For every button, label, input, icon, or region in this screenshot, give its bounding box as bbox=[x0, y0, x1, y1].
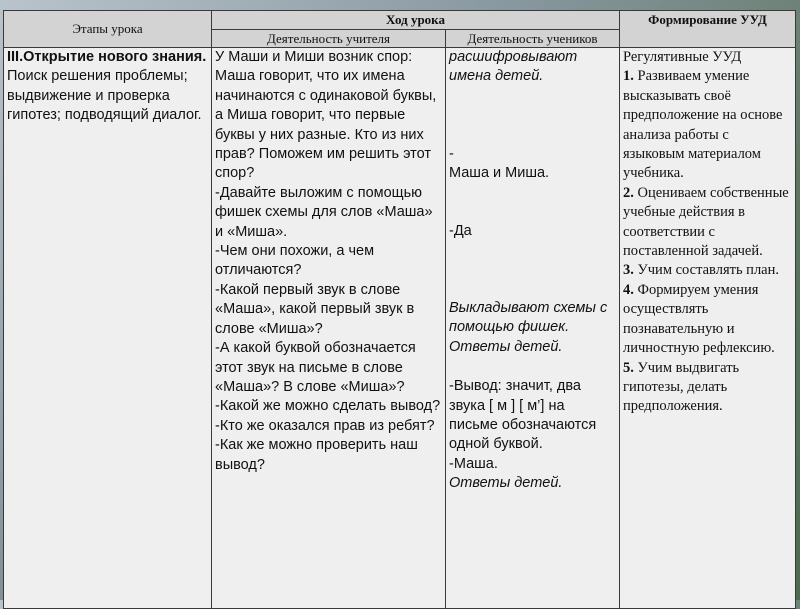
student-answer: -Да bbox=[449, 222, 472, 239]
header-teacher-activity: Деятельность учителя bbox=[212, 30, 446, 48]
uud-item bbox=[623, 184, 792, 262]
stage-heading bbox=[7, 49, 206, 65]
student-answer: Выкладывают схемы с помощью фишек. bbox=[449, 300, 608, 336]
uud-title: Регулятивные УУД bbox=[623, 49, 742, 65]
student-answer: расшифровывают имена детей. bbox=[449, 49, 578, 85]
stage-cell bbox=[4, 48, 212, 609]
students-cell bbox=[446, 48, 620, 609]
teacher-line: -Давайте выложим с помощью фишек схемы для слов «Маша» и «Миша». bbox=[215, 184, 433, 240]
uud-item-text: Учим составлять план. bbox=[633, 262, 780, 279]
uud-cell bbox=[620, 48, 796, 609]
uud-item-text: Формируем умения осуществлять познавательную и личностную рефлексию. bbox=[623, 281, 775, 357]
student-answer-dash: - bbox=[449, 145, 454, 162]
uud-item-number: 1. bbox=[623, 68, 634, 85]
uud-item-number: 2. bbox=[623, 184, 634, 201]
uud-item bbox=[623, 359, 792, 417]
uud-item bbox=[623, 261, 792, 280]
teacher-line: -Какой первый звук в слове «Маша», какой первый звук в слове «Миша»? bbox=[215, 281, 415, 337]
teacher-line: -Какой же можно сделать вывод? bbox=[215, 398, 441, 415]
student-answer: Маша и Миша. bbox=[449, 165, 550, 182]
uud-item bbox=[623, 281, 792, 359]
teacher-cell bbox=[212, 48, 446, 609]
lesson-table bbox=[3, 10, 796, 609]
uud-item-text: Учим выдвигать гипотезы, делать предположения. bbox=[623, 359, 740, 415]
teacher-line: -Чем они похожи, а чем отличаются? bbox=[215, 243, 375, 279]
uud-item-number: 5. bbox=[623, 359, 634, 376]
student-answer: -Вывод: значит, два звука [ м ] [ м’] на письме обозначаются одной буквой. bbox=[449, 378, 597, 453]
header-uud: Формирование УУД bbox=[620, 11, 796, 48]
stage-number: III. bbox=[7, 49, 24, 65]
header-student-activity: Деятельность учеников bbox=[446, 30, 620, 48]
teacher-line: -Как же можно проверить наш вывод? bbox=[215, 437, 418, 473]
teacher-line: -Кто же оказался прав из ребят? bbox=[215, 417, 435, 434]
stage-description: Поиск решения проблемы; выдвижение и проверка гипотез; подводящий диалог. bbox=[7, 68, 202, 124]
header-stages: Этапы урока bbox=[4, 11, 212, 48]
teacher-line: У Маши и Миши возник спор: Маша говорит, что их имена начинаются с одинаковой буквы, а Миша говорит, что первые буквы у них разные. Кто из них прав? Поможем им решить этот спор? bbox=[215, 49, 437, 182]
uud-item-text: Развиваем умение высказывать своё предположение на основе анализа работы с языковым материалом учебника. bbox=[623, 68, 783, 182]
header-lesson-course: Ход урока bbox=[212, 11, 620, 30]
uud-item-text: Оцениваем собственные учебные действия в соответствии с поставленной задачей. bbox=[623, 184, 789, 260]
student-answer: -Маша. bbox=[449, 455, 498, 472]
student-answer: Ответы детей. bbox=[449, 475, 563, 492]
student-answer: Ответы детей. bbox=[449, 338, 563, 355]
uud-item-number: 4. bbox=[623, 281, 634, 298]
uud-item bbox=[623, 67, 792, 183]
uud-item-number: 3. bbox=[623, 262, 634, 279]
teacher-line: -А какой буквой обозначается этот звук на письме в слове «Маша»? В слове «Миша»? bbox=[215, 340, 416, 395]
stage-title: Открытие нового знания. bbox=[23, 49, 207, 65]
